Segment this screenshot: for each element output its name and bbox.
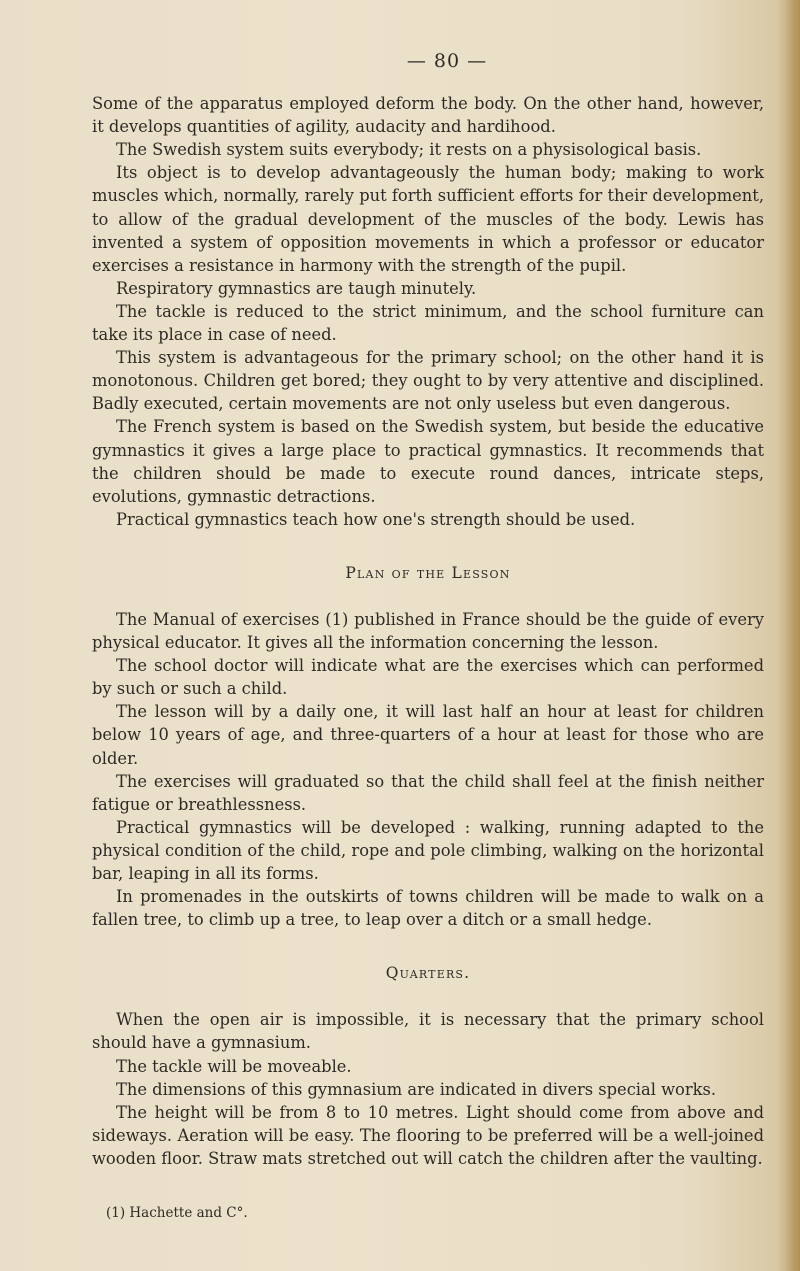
paragraph: Respiratory gymnastics are taugh minutely. xyxy=(116,278,477,298)
section-heading-quarters: Quarters. xyxy=(385,964,471,983)
paragraph: The school doctor will indicate what are the exercises which can performed by such or such a child. xyxy=(92,656,764,699)
paragraph: The dimensions of this gymnasium are indicated in divers special works. xyxy=(116,1079,717,1099)
paragraph: The tackle will be moveable. xyxy=(116,1056,352,1076)
paragraph: The Manual of exercises (1) published in France should be the guide of every physical educator. It gives all the information concerning the lesson. xyxy=(92,609,764,653)
paragraph: In promenades in the outskirts of towns children will be made to walk on a fallen tree, to climb up a tree, to leap over a ditch or a small hedge. xyxy=(92,887,764,930)
page-edge xyxy=(786,0,800,1271)
paragraph: Its object is to develop advantageously the human body; making to work muscles which, normally, rarely put forth sufficient efforts for their development, to allow of the gradual development of the muscles of the body. Lewis has invented a system of opposition movements in which a professor or educator exercises a resistance in harmony with the strength of the pupil. xyxy=(92,163,764,275)
page-text-block xyxy=(92,50,764,1225)
paragraph: The French system is based on the Swedish system, but beside the educative gymnastics it gives a large place to practical gymnastics. It recommends that the children should be made to execute round dances, intricate steps, evolutions, gymnastic detractions. xyxy=(92,417,764,506)
paragraph: Practical gymnastics will be developed : walking, running adapted to the physical condition of the child, rope and pole climbing, walking on the horizontal bar, leaping in all its forms. xyxy=(92,817,764,883)
paragraph: This system is advantageous for the primary school; on the other hand it is monotonous. Children get bored; they ought to by very attentive and disciplined. Badly executed, certain movements are not only useless but even dangerous. xyxy=(92,348,764,414)
paragraph: The Swedish system suits everybody; it rests on a physisological basis. xyxy=(116,140,702,160)
paragraph: The tackle is reduced to the strict minimum, and the school furniture can take its place in case of need. xyxy=(92,301,764,345)
paragraph: The exercises will graduated so that the child shall feel at the finish neither fatigue or breathlessness. xyxy=(92,771,764,814)
paragraph: The height will be from 8 to 10 metres. Light should come from above and sideways. Aeration will be easy. The flooring to be preferred will be a well-joined wooden floor. Straw mats stretched out will catch the children after the vaulting. xyxy=(92,1102,764,1168)
paragraph: Some of the apparatus employed deform the body. On the other hand, however, it develops quantities of agility, audacity and hardihood. xyxy=(92,94,764,137)
page-number: — 80 — xyxy=(406,50,488,72)
paragraph: Practical gymnastics teach how one's strength should be used. xyxy=(116,509,636,529)
section-heading-plan: Plan of the Lesson xyxy=(345,563,511,582)
footnote: (1) Hachette and C°. xyxy=(106,1205,248,1222)
paragraph: When the open air is impossible, it is necessary that the primary school should have a gymnasium. xyxy=(92,1010,764,1053)
paragraph: The lesson will by a daily one, it will last half an hour at least for children below 10 years of age, and three-quarters of a hour at least for those who are older. xyxy=(92,702,764,768)
